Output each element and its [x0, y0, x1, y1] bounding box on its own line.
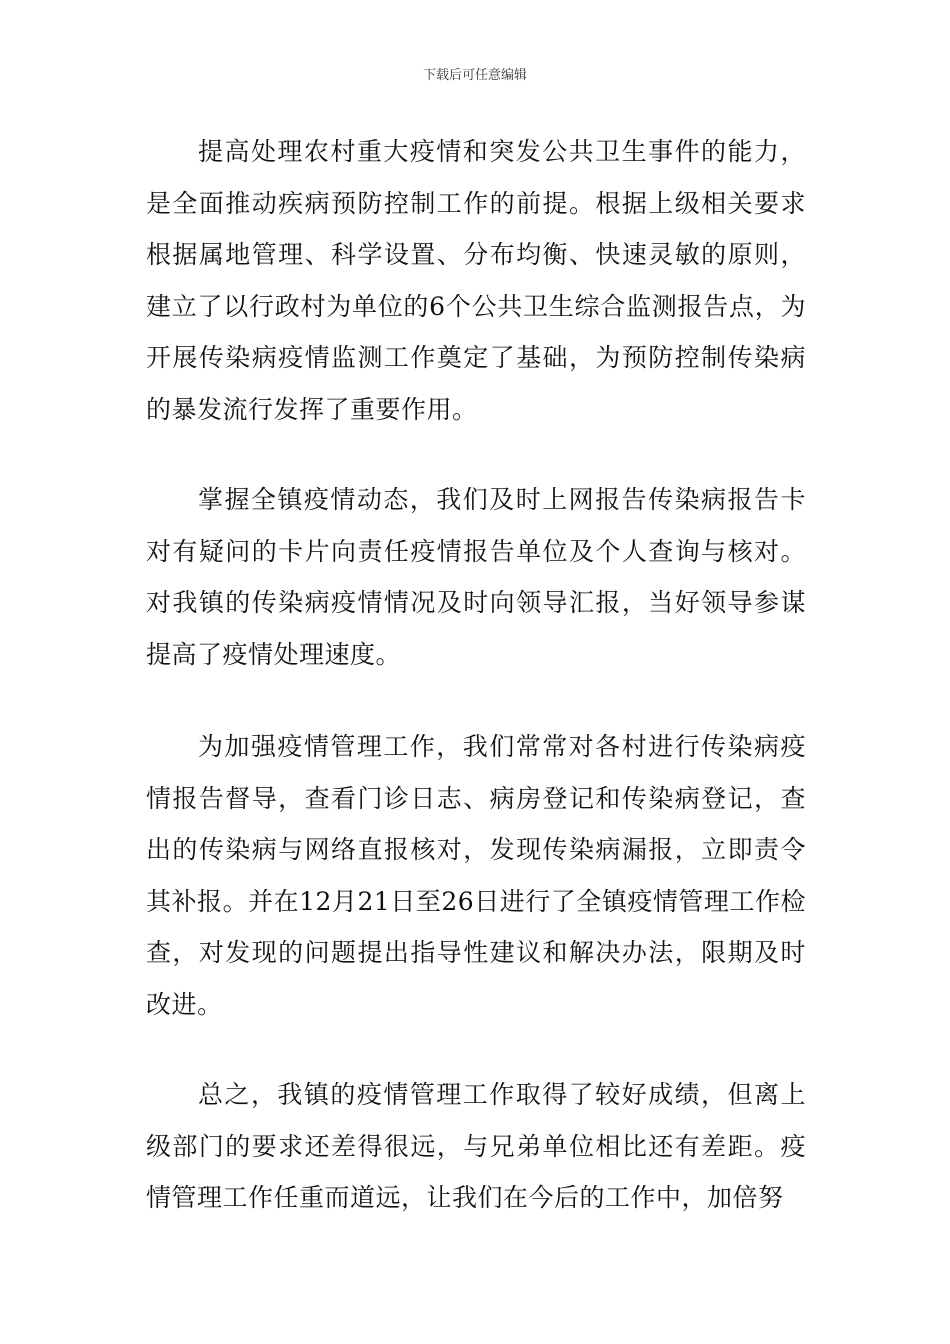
paragraph-epidemic-management: 为加强疫情管理工作，我们常常对各村进行传染病疫情报告督导，查看门诊日志、病房登记和传染病登记，查出的传染病与网络直报核对，发现传染病漏报，立即责令其补报。并在12月21日至26日进行了全镇疫情管理工作检查，对发现的问题提出指导性建议和解决办法，限期及时改进。 [146, 732, 806, 1019]
paragraph-summary: 总之，我镇的疫情管理工作取得了较好成绩，但离上级部门的要求还差得很远，与兄弟单位相比还有差距。疫情管理工作任重而道远，让我们在今后的工作中，加倍努 [146, 1080, 806, 1212]
header-note: 下载后可任意编辑 [422, 68, 527, 83]
paragraph-epidemic-dynamics: 掌握全镇疫情动态，我们及时上网报告传染病报告卡对有疑问的卡片向责任疫情报告单位及个人查询与核对。对我镇的传染病疫情情况及时向领导汇报，当好领导参谋提高了疫情处理速度。 [146, 485, 806, 669]
paragraph-disease-control: 提高处理农村重大疫情和突发公共卫生事件的能力，是全面推动疾病预防控制工作的前提。根据上级相关要求根据属地管理、科学设置、分布均衡、快速灵敏的原则，建立了以行政村为单位的6个公共卫生综合监测报告点，为开展传染病疫情监测工作奠定了基础，为预防控制传染病的暴发流行发挥了重要作用。 [146, 137, 806, 424]
